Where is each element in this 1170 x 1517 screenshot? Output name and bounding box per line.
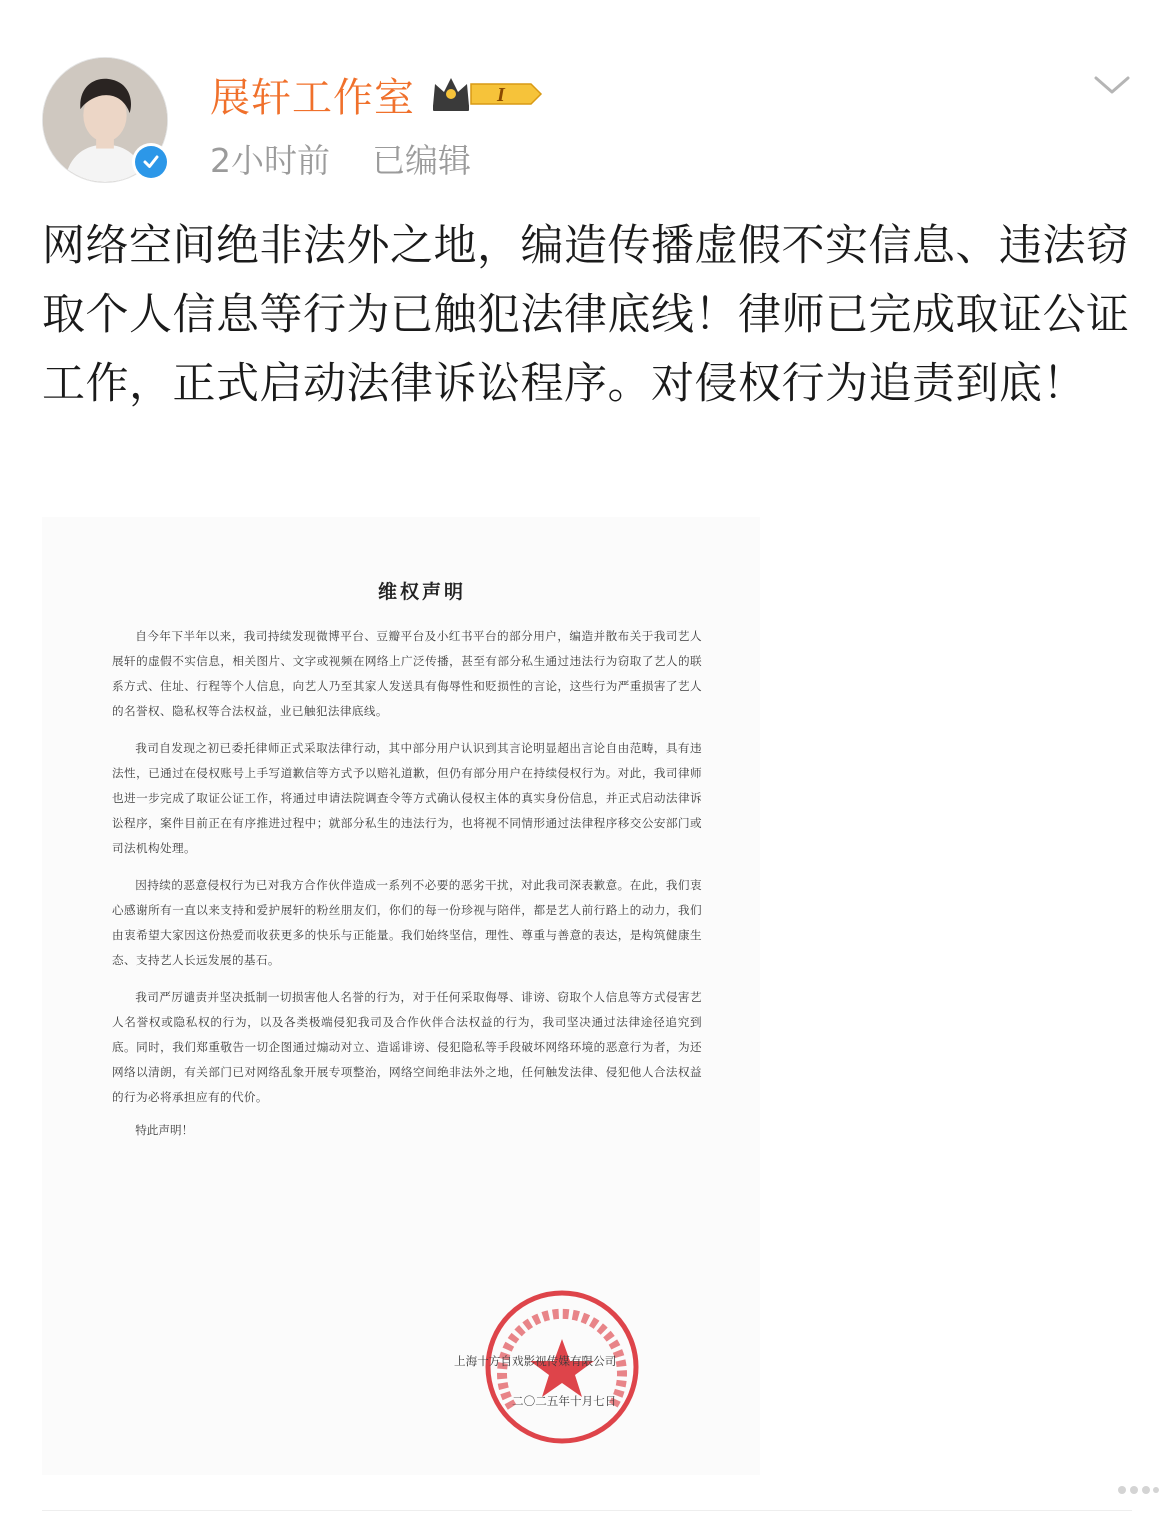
- document-paragraph: 自今年下半年以来，我司持续发现微博平台、豆瓣平台及小红书平台的部分用户，编造并散布关于我司艺人展轩的虚假不实信息，相关图片、文字或视频在网络上广泛传播，甚至有部分私生通过违法行为窃取了艺人的联系方式、住址、行程等个人信息，向艺人乃至其家人发送具有侮辱性和贬损性的言论，这些行为严重损害了艺人的名誉权、隐私权等合法权益，业已触犯法律底线。: [112, 629, 702, 718]
- document-company: 上海十方自戏影视传媒有限公司: [454, 1354, 617, 1368]
- username-row: [210, 64, 543, 124]
- chevron-down-icon[interactable]: [1092, 70, 1132, 100]
- document-closing: 特此声明！: [135, 1123, 194, 1137]
- statement-document: [112, 577, 702, 1138]
- verified-icon: [132, 143, 170, 181]
- post-image[interactable]: [42, 517, 760, 1475]
- vip-crown-icon[interactable]: [431, 74, 543, 114]
- document-paragraph: 我司严厉谴责并坚决抵制一切损害他人名誉的行为，对于任何采取侮辱、诽谤、窃取个人信息等方式侵害艺人名誉权或隐私权的行为，以及各类极端侵犯我司及合作伙伴合法权益的行为，我司坚决通过法律途径追究到底。同时，我们郑重敬告一切企图通过煽动对立、造谣诽谤、侵犯隐私等手段破坏网络环境的恶意行为者，为还网络以清朗，有关部门已对网络乱象开展专项整治，网络空间绝非法外之地，任何触发法律、侵犯他人合法权益的行为必将承担应有的代价。: [112, 990, 702, 1104]
- divider: [42, 1510, 1132, 1511]
- more-images-icon[interactable]: [1116, 1478, 1160, 1502]
- document-paragraph: 我司自发现之初已委托律师正式采取法律行动，其中部分用户认识到其言论明显超出言论自由范畴，具有违法性，已通过在侵权账号上手写道歉信等方式予以赔礼道歉，但仍有部分用户在持续侵权行为。对此，我司律师也进一步完成了取证公证工作，将通过申请法院调查令等方式确认侵权主体的真实身份信息，并正式启动法律诉讼程序，案件目前正在有序推进过程中；就部分私生的违法行为，也将视不同情形通过法律程序移交公安部门或司法机构处理。: [112, 741, 702, 855]
- document-title: 维权声明: [377, 581, 466, 603]
- document-paragraph: 因持续的恶意侵权行为已对我方合作伙伴造成一系列不必要的恶劣干扰，对此我司深表歉意。在此，我们衷心感谢所有一直以来支持和爱护展轩的粉丝朋友们，你们的每一份珍视与陪伴，都是艺人前行路上的动力，我们由衷希望大家因这份热爱而收获更多的快乐与正能量。我们始终坚信，理性、尊重与善意的表达，是构筑健康生态、支持艺人长远发展的基石。: [112, 878, 702, 967]
- avatar[interactable]: [42, 57, 168, 183]
- post-time: 2小时前: [210, 141, 330, 180]
- post-header: [0, 0, 1170, 200]
- post-meta: [210, 135, 471, 182]
- username[interactable]: 展轩工作室: [210, 74, 415, 121]
- vip-level: I: [497, 84, 505, 106]
- post-text: 网络空间绝非法外之地，编造传播虚假不实信息、违法窃取个人信息等行为已触犯法律底线！律师已完成取证公证工作，正式启动法律诉讼程序。对侵权行为追责到底！: [42, 221, 1130, 409]
- document-date: 二〇二五年十月七日: [512, 1394, 617, 1408]
- edited-label[interactable]: 已编辑: [372, 141, 471, 180]
